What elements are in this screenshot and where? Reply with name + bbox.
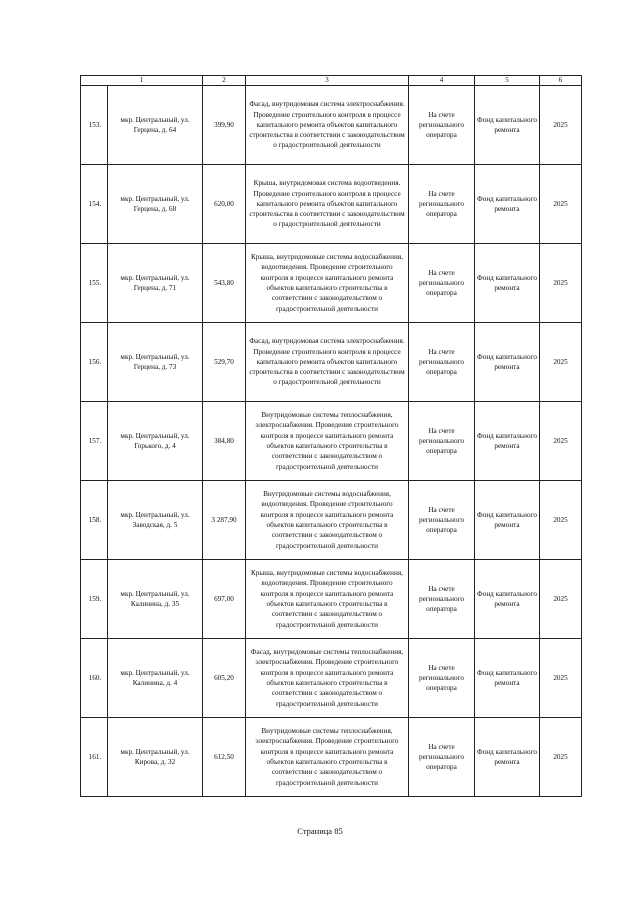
- table-row: [81, 639, 582, 718]
- funding-source-cell: Фонд капитального ремонта: [475, 718, 540, 797]
- table-body: [81, 76, 582, 797]
- column-number-3: 3: [246, 76, 409, 86]
- area-cell: 529,70: [203, 323, 246, 402]
- area-cell: 399,90: [203, 86, 246, 165]
- works-description-cell: Внутридомовые системы теплоснабжения, электроснабжения. Проведение строительного контроля в процессе капитального ремонта объектов капитального строительства в соответствии с законодательством о градостроительной деятельности: [246, 402, 409, 481]
- address-cell: мкр. Центральный, ул. Заводская, д. 5: [108, 481, 203, 560]
- column-number-4: 4: [409, 76, 475, 86]
- year-cell: 2025: [540, 560, 582, 639]
- table-row: [81, 165, 582, 244]
- year-cell: 2025: [540, 639, 582, 718]
- year-cell: 2025: [540, 323, 582, 402]
- year-cell: 2025: [540, 481, 582, 560]
- account-cell: На счете регионального оператора: [409, 718, 475, 797]
- funding-source-cell: Фонд капитального ремонта: [475, 402, 540, 481]
- row-number: 156.: [81, 323, 108, 402]
- address-cell: мкр. Центральный, ул. Кирова, д. 32: [108, 718, 203, 797]
- funding-source-cell: Фонд капитального ремонта: [475, 639, 540, 718]
- year-cell: 2025: [540, 86, 582, 165]
- funding-source-cell: Фонд капитального ремонта: [475, 244, 540, 323]
- column-number-1: 1: [81, 76, 203, 86]
- address-cell: мкр. Центральный, ул. Герцена, д. 73: [108, 323, 203, 402]
- table-row: [81, 86, 582, 165]
- works-description-cell: Крыша, внутридомовые системы водоснабжения, водоотведения. Проведение строительного контроля в процессе капитального ремонта объектов капитального строительства в соответствии с законодательством о градостроительной деятельности: [246, 560, 409, 639]
- account-cell: На счете регионального оператора: [409, 481, 475, 560]
- works-description-cell: Фасад, внутридомовые системы теплоснабжения, электроснабжения. Проведение строительного контроля в процессе капитального ремонта объектов капитального строительства в соответствии с законодательством о градостроительной деятельности: [246, 639, 409, 718]
- address-cell: мкр. Центральный, ул. Горького, д. 4: [108, 402, 203, 481]
- account-cell: На счете регионального оператора: [409, 402, 475, 481]
- address-cell: мкр. Центральный, ул. Калинина, д. 4: [108, 639, 203, 718]
- area-cell: 697,00: [203, 560, 246, 639]
- funding-source-cell: Фонд капитального ремонта: [475, 165, 540, 244]
- table-row: [81, 718, 582, 797]
- account-cell: На счете регионального оператора: [409, 560, 475, 639]
- area-cell: 605,20: [203, 639, 246, 718]
- table-row: [81, 323, 582, 402]
- address-cell: мкр. Центральный, ул. Герцена, д. 64: [108, 86, 203, 165]
- works-description-cell: Внутридомовые системы теплоснабжения, электроснабжения. Проведение строительного контроля в процессе капитального ремонта объектов капитального строительства в соответствии с законодательством о градостроительной деятельности: [246, 718, 409, 797]
- funding-source-cell: Фонд капитального ремонта: [475, 86, 540, 165]
- area-cell: 620,00: [203, 165, 246, 244]
- row-number: 160.: [81, 639, 108, 718]
- area-cell: 543,80: [203, 244, 246, 323]
- column-number-row: [81, 76, 582, 86]
- capital-repair-table: [80, 75, 582, 797]
- row-number: 161.: [81, 718, 108, 797]
- area-cell: 612,50: [203, 718, 246, 797]
- area-cell: 384,80: [203, 402, 246, 481]
- works-description-cell: Крыша, внутридомовые системы водоснабжения, водоотведения. Проведение строительного контроля в процессе капитального ремонта объектов капитального строительства в соответствии с законодательством о градостроительной деятельности: [246, 244, 409, 323]
- address-cell: мкр. Центральный, ул. Калинина, д. 35: [108, 560, 203, 639]
- year-cell: 2025: [540, 718, 582, 797]
- account-cell: На счете регионального оператора: [409, 86, 475, 165]
- year-cell: 2025: [540, 165, 582, 244]
- column-number-6: 6: [540, 76, 582, 86]
- row-number: 159.: [81, 560, 108, 639]
- table-row: [81, 560, 582, 639]
- area-cell: 3 287,90: [203, 481, 246, 560]
- row-number: 153.: [81, 86, 108, 165]
- row-number: 157.: [81, 402, 108, 481]
- works-description-cell: Фасад, внутридомовая система электроснабжения. Проведение строительного контроля в процессе капитального ремонта объектов капитального строительства в соответствии с законодательством о градостроительной деятельности: [246, 323, 409, 402]
- works-description-cell: Крыша, внутридомовая система водоотведения. Проведение строительного контроля в процессе капитального ремонта объектов капитального строительства в соответствии с законодательством о градостроительной деятельности: [246, 165, 409, 244]
- address-cell: мкр. Центральный, ул. Герцена, д. 71: [108, 244, 203, 323]
- account-cell: На счете регионального оператора: [409, 165, 475, 244]
- year-cell: 2025: [540, 402, 582, 481]
- column-number-5: 5: [475, 76, 540, 86]
- funding-source-cell: Фонд капитального ремонта: [475, 481, 540, 560]
- page-number: Страница 85: [297, 826, 343, 836]
- funding-source-cell: Фонд капитального ремонта: [475, 560, 540, 639]
- table-row: [81, 481, 582, 560]
- row-number: 154.: [81, 165, 108, 244]
- funding-source-cell: Фонд капитального ремонта: [475, 323, 540, 402]
- works-description-cell: Фасад, внутридомовая система электроснабжения. Проведение строительного контроля в процессе капитального ремонта объектов капитального строительства в соответствии с законодательством о градостроительной деятельности: [246, 86, 409, 165]
- column-number-2: 2: [203, 76, 246, 86]
- works-description-cell: Внутридомовые системы водоснабжения, водоотведения. Проведение строительного контроля в процессе капитального ремонта объектов капитального строительства в соответствии с законодательством о градостроительной деятельности: [246, 481, 409, 560]
- account-cell: На счете регионального оператора: [409, 323, 475, 402]
- table-row: [81, 402, 582, 481]
- account-cell: На счете регионального оператора: [409, 639, 475, 718]
- row-number: 158.: [81, 481, 108, 560]
- year-cell: 2025: [540, 244, 582, 323]
- row-number: 155.: [81, 244, 108, 323]
- table-row: [81, 244, 582, 323]
- account-cell: На счете регионального оператора: [409, 244, 475, 323]
- address-cell: мкр. Центральный, ул. Герцена, д. 68: [108, 165, 203, 244]
